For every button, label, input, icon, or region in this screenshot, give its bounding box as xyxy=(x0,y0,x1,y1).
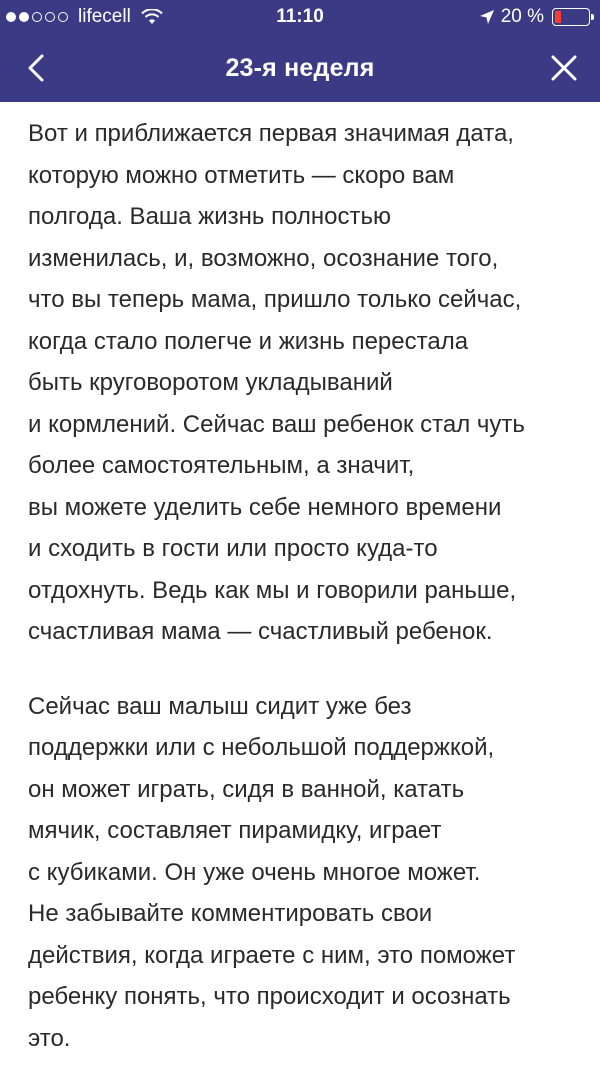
text-line: которую можно отметить — скоро вам xyxy=(28,161,455,189)
app-header xyxy=(0,0,600,102)
text-line: мячик, составляет пирамидку, играет xyxy=(28,817,442,844)
text-line: более самостоятельным, а значит, xyxy=(28,452,415,479)
article-paragraph xyxy=(28,113,584,653)
text-line: когда стало полегче и жизнь перестала xyxy=(28,327,469,355)
carrier-name: lifecell xyxy=(78,6,131,27)
navigation-bar xyxy=(0,34,600,102)
close-icon xyxy=(551,55,577,81)
text-line: и сходить в гости или просто куда-то xyxy=(28,535,438,562)
status-time: 11:10 xyxy=(276,6,324,27)
text-line: вы можете уделить себе немного времени xyxy=(28,493,502,521)
battery-percent: 20 % xyxy=(500,6,544,27)
chevron-left-icon xyxy=(26,53,46,83)
status-right xyxy=(479,6,590,28)
text-line: это. xyxy=(28,1024,71,1052)
status-bar xyxy=(0,0,600,34)
page-title: 23-я неделя xyxy=(225,54,375,82)
text-line: Не забывайте комментировать свои xyxy=(28,900,433,927)
location-arrow-icon xyxy=(479,9,495,25)
text-line: счастливая мама — счастливый ребенок. xyxy=(28,618,493,645)
text-line: он может играть, сидя в ванной, катать xyxy=(28,775,465,803)
text-line: Вот и приближается первая значимая дата, xyxy=(28,120,514,147)
battery-level-fill xyxy=(555,11,561,23)
text-line: быть круговоротом укладываний xyxy=(28,369,393,396)
text-line: с кубиками. Он уже очень многое может. xyxy=(28,858,481,886)
battery-icon xyxy=(552,8,590,26)
text-line: что вы теперь мама, пришло только сейчас, xyxy=(28,286,522,313)
close-button[interactable] xyxy=(544,48,584,88)
text-line: и кормлений. Сейчас ваш ребенок стал чуть xyxy=(28,410,525,438)
text-line: полгода. Ваша жизнь полностью xyxy=(28,203,391,230)
text-line: ребенку понять, что происходит и осознать xyxy=(28,983,511,1010)
article-paragraph xyxy=(28,686,584,1060)
text-line: отдохнуть. Ведь как мы и говорили раньше, xyxy=(28,576,517,604)
article-body xyxy=(28,113,584,1092)
text-line: Сейчас ваш малыш сидит уже без xyxy=(28,692,412,720)
text-line: изменилась, и, возможно, осознание того, xyxy=(28,244,499,272)
text-line: действия, когда играете с ним, это поможет xyxy=(28,941,516,969)
back-button[interactable] xyxy=(16,48,56,88)
text-line: поддержки или с небольшой поддержкой, xyxy=(28,734,495,761)
